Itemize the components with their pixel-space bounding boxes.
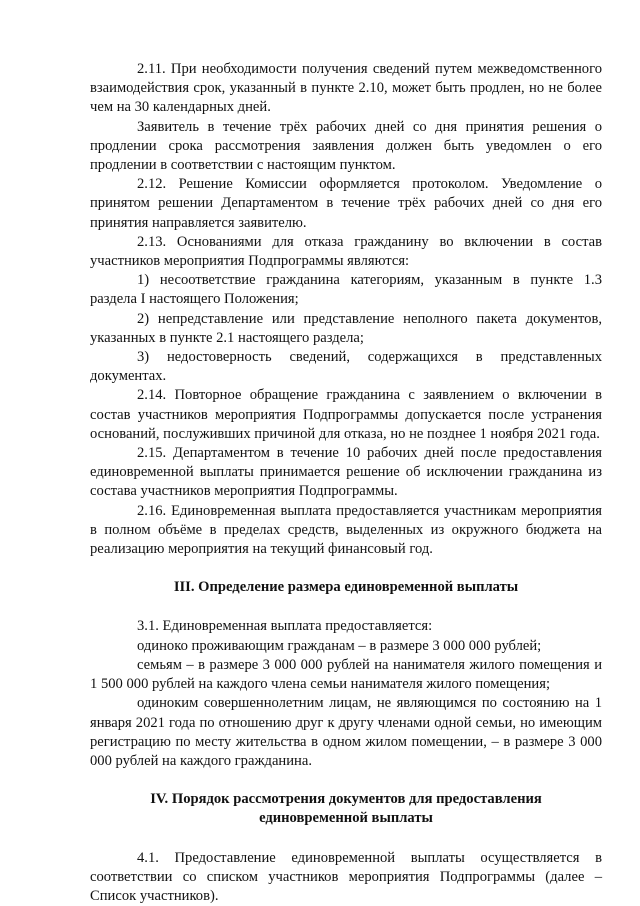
paragraph-2-13: 2.13. Основаниями для отказа гражданину во включении в состав участников мероприятия Подпрограммы являются: (90, 233, 602, 270)
section-4-heading-line-1: IV. Порядок рассмотрения документов для предоставления (150, 791, 542, 808)
spacer (90, 597, 602, 617)
spacer (90, 559, 602, 578)
paragraph-2-14: 2.14. Повторное обращение гражданина с заявлением о включении в состав участников мероприятия Подпрограммы допускается после устранения оснований, послуживших причиной для отказа, но не позднее 1 ноября 2021 года. (90, 387, 602, 442)
paragraph-3-1-single: одиноко проживающим гражданам – в размере 3 000 000 рублей; (137, 637, 542, 654)
list-item-2-13-3: 3) недостоверность сведений, содержащихся в представленных документах. (90, 349, 602, 385)
paragraph-2-15: 2.15. Департаментом в течение 10 рабочих дней после предоставления единовременной выплаты принимается решение об исключении гражданина из состава участников мероприятия Подпрограммы. (90, 445, 602, 500)
list-item-2-13-2: 2) непредставление или представление неполного пакета документов, указанных в пункте 2.1 настоящего раздела; (90, 310, 602, 346)
paragraph-2-11-notice: Заявитель в течение трёх рабочих дней со дня принятия решения о продлении срока рассмотрения заявления должен быть уведомлен о его продлении в соответствии с настоящим пунктом. (90, 118, 602, 174)
section-3-heading: III. Определение размера единовременной выплаты (173, 579, 519, 596)
spacer (90, 771, 602, 790)
paragraph-3-1: 3.1. Единовременная выплата предоставляется: (137, 618, 433, 635)
paragraph-3-1-adults: одиноким совершеннолетним лицам, не являющимся по состоянию на 1 января 2021 года по отношению друг к другу членами одной семьи, но имеющим регистрацию по месту жительства в одном жилом помещении, – в размере 3 000 000 рублей на каждого гражданина. (90, 695, 602, 769)
spacer (90, 829, 602, 849)
paragraph-3-1-families: семьям – в размере 3 000 000 рублей на нанимателя жилого помещения и 1 500 000 рублей на каждого члена семьи нанимателя жилого помещения; (90, 656, 602, 693)
list-item-2-13-1: 1) несоответствие гражданина категориям, указанным в пункте 1.3 раздела I настоящего Положения; (90, 272, 602, 308)
document-page (90, 60, 602, 906)
paragraph-2-16: 2.16. Единовременная выплата предоставляется участникам мероприятия в полном объёме в пределах средств, выделенных из окружного бюджета на реализацию мероприятия на текущий финансовый год. (90, 502, 602, 558)
paragraph-4-1: 4.1. Предоставление единовременной выплаты осуществляется в соответствии со списком участников мероприятия Подпрограммы (далее – Список участников). (90, 849, 602, 904)
section-4-heading-line-2: единовременной выплаты (259, 810, 433, 827)
paragraph-2-11: 2.11. При необходимости получения сведений путем межведомственного взаимодействия срок, указанный в пункте 2.10, может быть продлен, но не более чем на 30 календарных дней. (90, 61, 602, 116)
paragraph-2-12: 2.12. Решение Комиссии оформляется протоколом. Уведомление о принятом решении Департаментом в течение трёх рабочих дней со дня его принятия направляется заявителю. (90, 176, 602, 231)
